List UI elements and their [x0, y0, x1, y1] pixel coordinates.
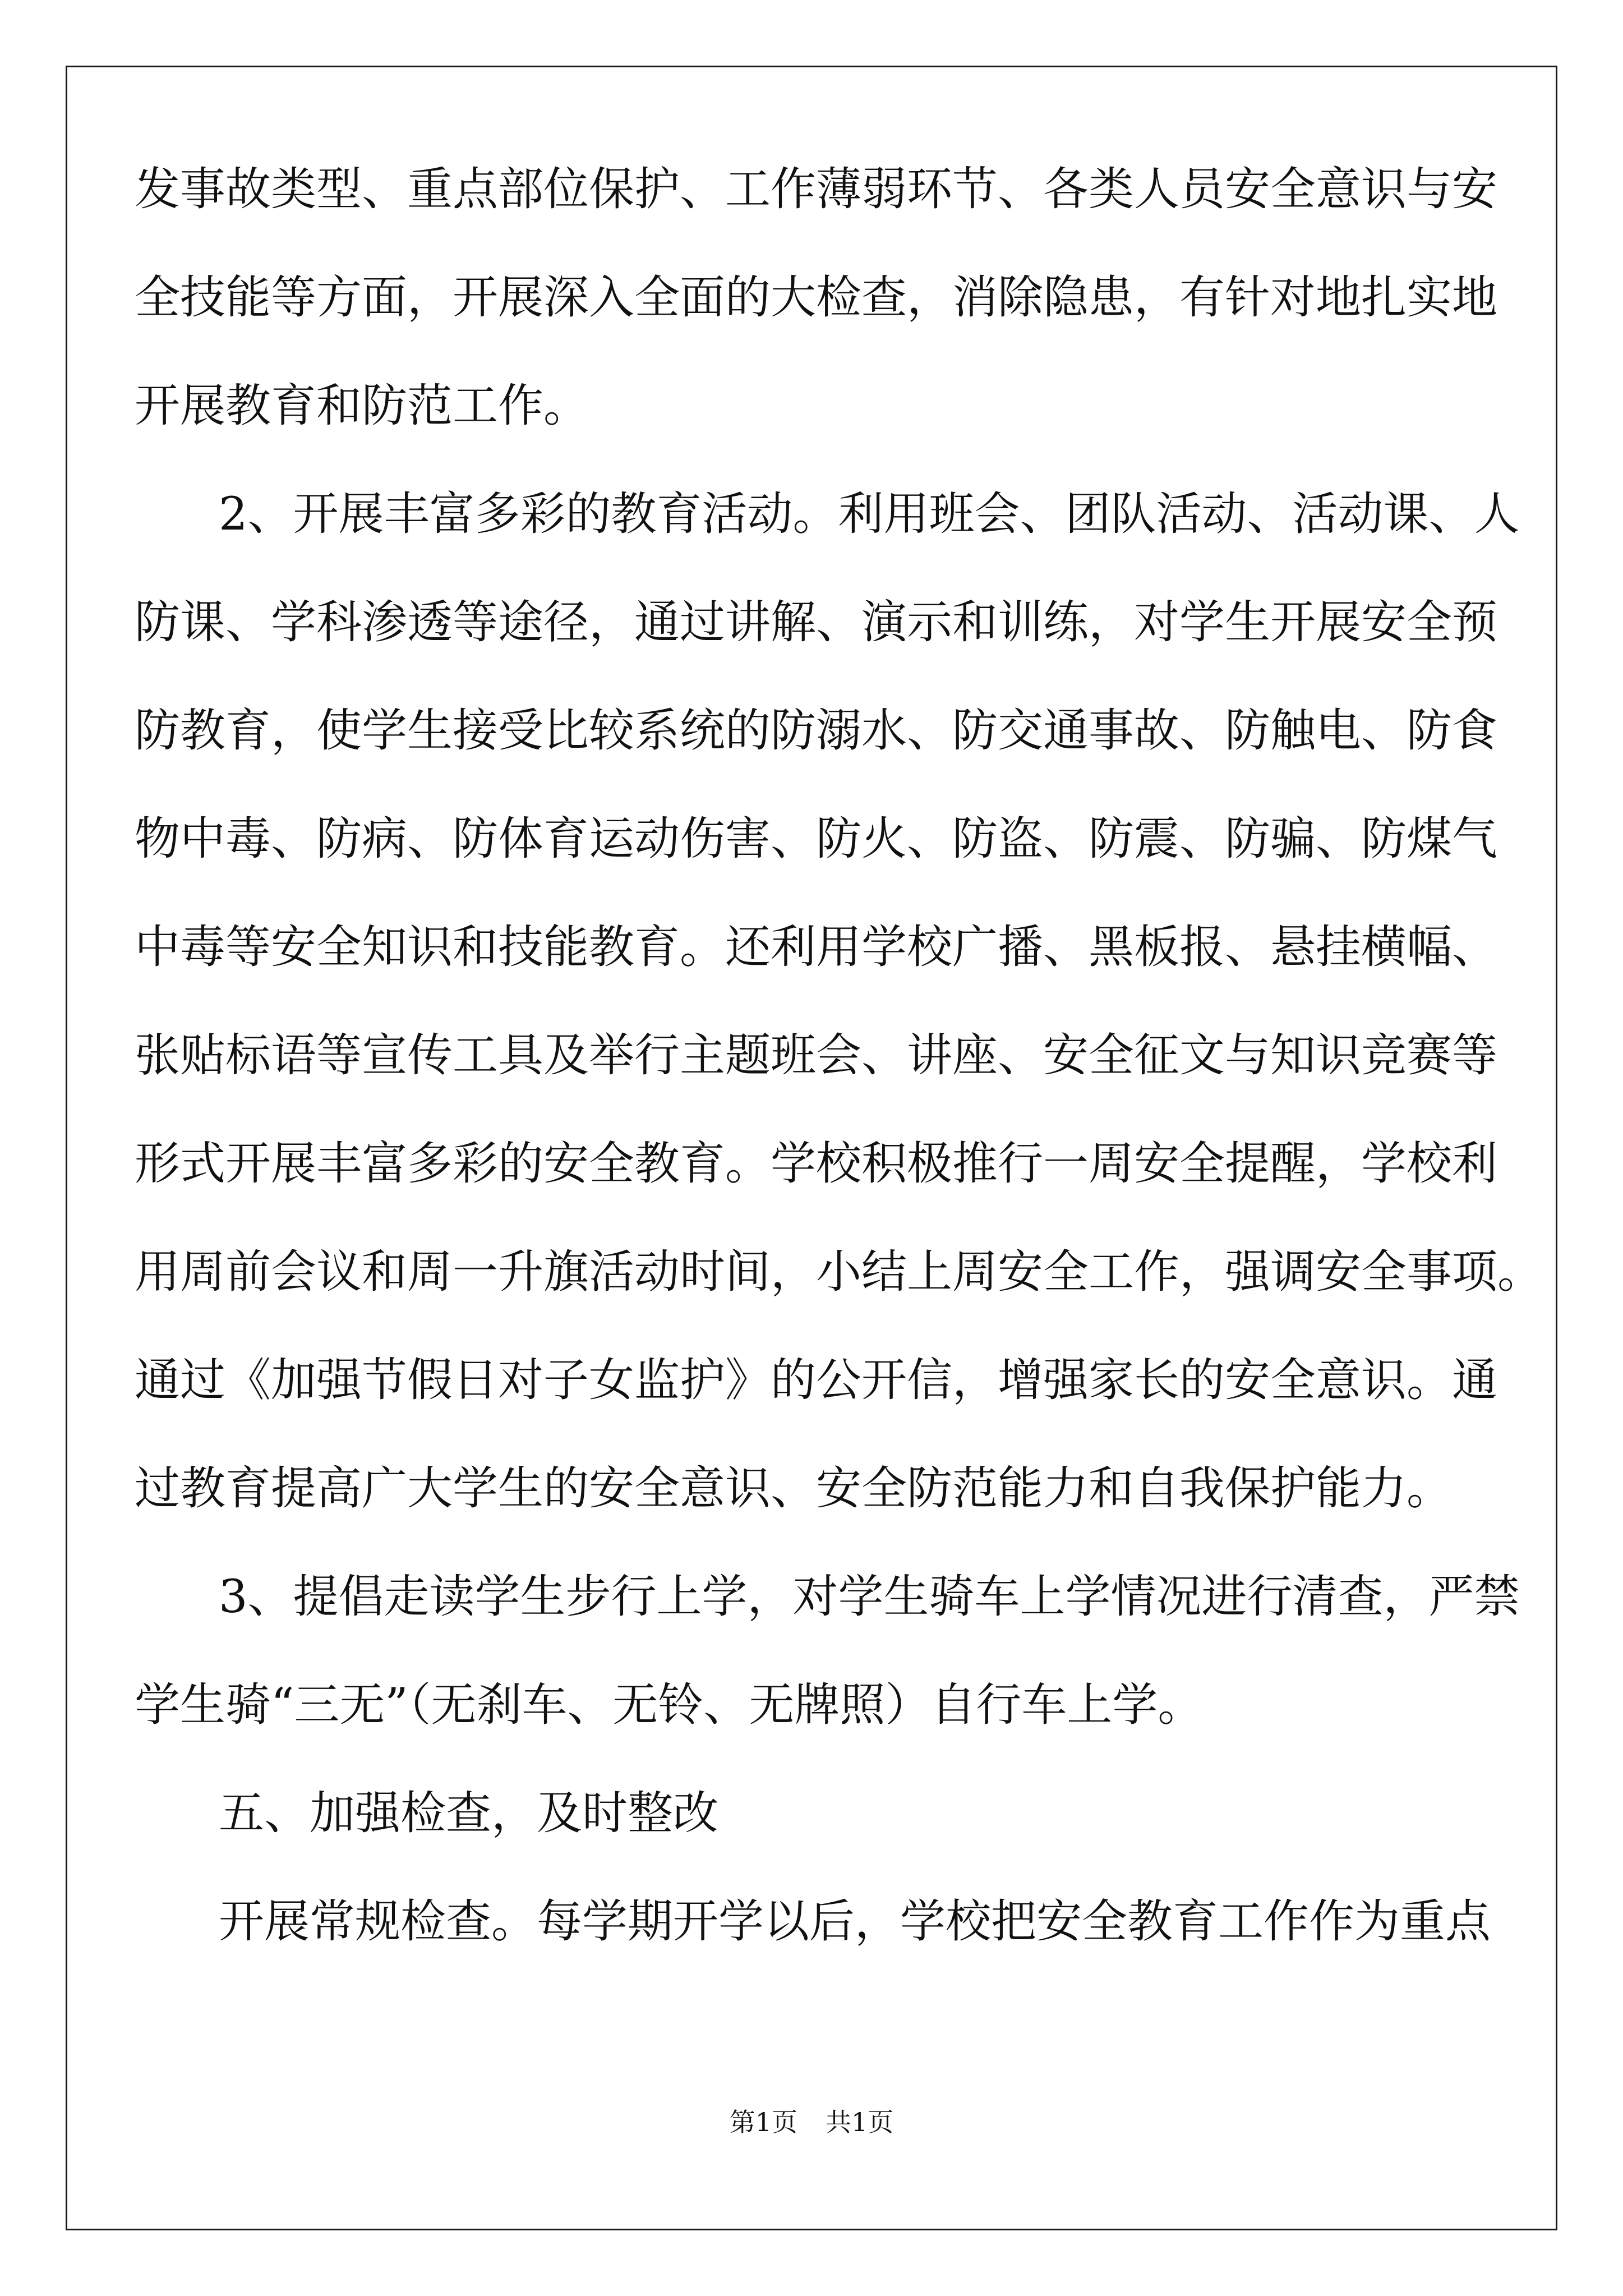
text-line: 物中毒、防病、防体育运动伤害、防火、防盗、防震、防骗、防煤气 — [135, 813, 1498, 866]
paragraph-start-line: 3、提倡走读学生步行上学，对学生骑车上学情况进行清查，严禁 — [219, 1571, 1520, 1623]
paragraph-start-line: 开展常规检查。每学期开学以后，学校把安全教育工作作为重点 — [219, 1895, 1491, 1948]
text-line: 张贴标语等宣传工具及举行主题班会、讲座、安全征文与知识竞赛等 — [135, 1029, 1498, 1082]
text-line: 形式开展丰富多彩的安全教育。学校积极推行一周安全提醒，学校利 — [135, 1138, 1498, 1190]
text-line: 开展教育和防范工作。 — [135, 380, 589, 432]
page-footer — [0, 2105, 1623, 2139]
text-line: 过教育提高广大学生的安全意识、安全防范能力和自我保护能力。 — [135, 1462, 1453, 1515]
text-line: 防教育，使学生接受比较系统的防溺水、防交通事故、防触电、防食 — [135, 705, 1498, 757]
text-line: 中毒等安全知识和技能教育。还利用学校广播、黑板报、悬挂横幅、 — [135, 921, 1498, 974]
document-body — [135, 136, 1543, 1976]
paragraph-start-line: 2、开展丰富多彩的教育活动。利用班会、团队活动、活动课、人 — [219, 488, 1520, 541]
page-number-total: 共1页 — [826, 2107, 894, 2137]
section-heading: 五、加强检查，及时整改 — [219, 1787, 719, 1840]
text-line: 通过《加强节假日对子女监护》的公开信，增强家长的安全意识。通 — [135, 1354, 1498, 1407]
text-line: 防课、学科渗透等途径，通过讲解、演示和训练，对学生开展安全预 — [135, 596, 1498, 649]
text-line: 全技能等方面，开展深入全面的大检查，消除隐患，有针对地扎实地 — [135, 272, 1498, 324]
page-number-current: 第1页 — [729, 2107, 797, 2137]
text-line: 用周前会议和周一升旗活动时间，小结上周安全工作，强调安全事项。 — [135, 1246, 1543, 1299]
text-line: 发事故类型、重点部位保护、工作薄弱环节、各类人员安全意识与安 — [135, 163, 1498, 216]
text-line: 学生骑“三无”（无刹车、无铃、无牌照）自行车上学。 — [135, 1679, 1204, 1732]
